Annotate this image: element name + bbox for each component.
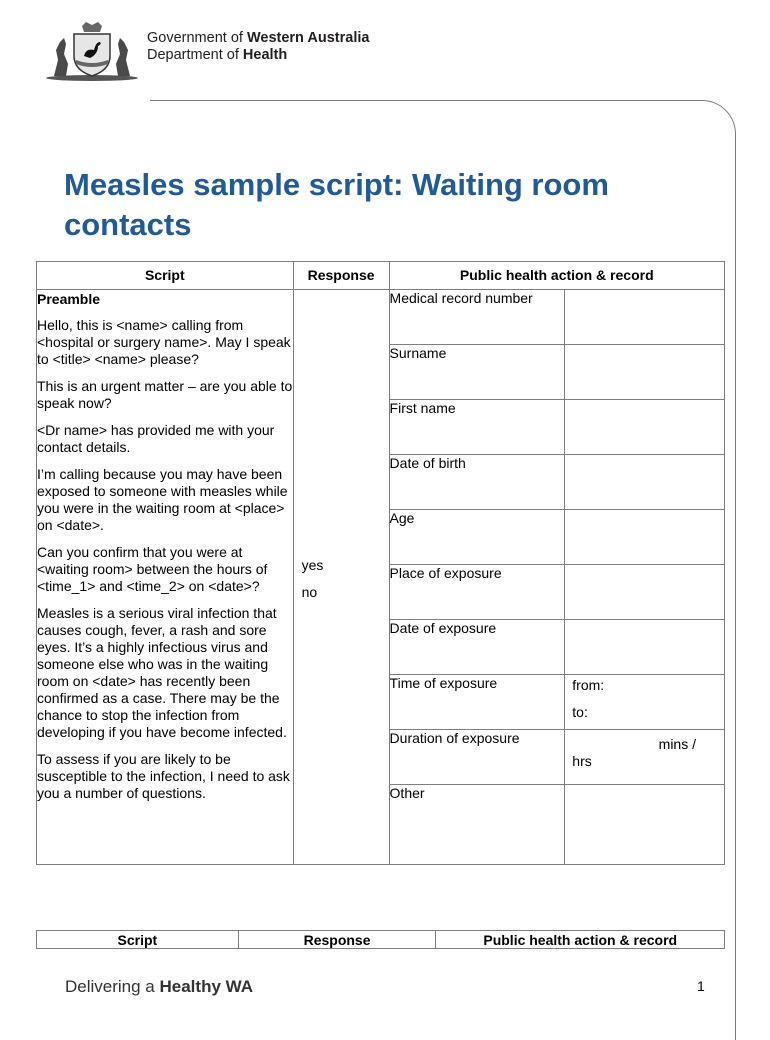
table-row — [37, 290, 725, 345]
field-label-date-of-exposure: Date of exposure — [389, 620, 565, 675]
field-label-time-of-exposure: Time of exposure — [389, 675, 565, 730]
field-label-other: Other — [389, 785, 565, 865]
script-paragraph: Hello, this is <name> calling from <hospital or surgery name>. May I speak to <title> <name> please? — [37, 317, 291, 367]
field-label-first-name: First name — [389, 400, 565, 455]
field-label-date-of-birth: Date of birth — [389, 455, 565, 510]
column-header-action: Public health action & record — [436, 931, 725, 949]
field-value-time-of-exposure[interactable] — [565, 675, 725, 730]
field-value-date-of-exposure[interactable] — [565, 620, 725, 675]
field-label-duration-of-exposure: Duration of exposure — [389, 730, 565, 785]
script-paragraph: This is an urgent matter – are you able to speak now? — [37, 378, 293, 411]
script-text-cell — [37, 290, 294, 865]
duration-mins-label: mins / — [658, 736, 696, 752]
script-paragraph: <Dr name> has provided me with your contact details. — [37, 422, 275, 455]
field-value-other[interactable] — [565, 785, 725, 865]
duration-hrs-label: hrs — [572, 753, 592, 769]
column-header-response: Response — [238, 931, 436, 949]
field-value-medical-record-number[interactable] — [565, 290, 725, 345]
field-value-surname[interactable] — [565, 345, 725, 400]
response-cell — [293, 290, 389, 865]
field-label-medical-record-number: Medical record number — [389, 290, 565, 345]
field-value-date-of-birth[interactable] — [565, 455, 725, 510]
page-title: Measles sample script: Waiting room contacts — [64, 167, 609, 242]
field-label-age: Age — [389, 510, 565, 565]
script-table — [36, 261, 725, 865]
script-paragraph: Can you confirm that you were at <waiting room> between the hours of <time_1> and <time_2> on <date>? — [37, 544, 268, 594]
column-header-action: Public health action & record — [389, 262, 724, 290]
wa-government-crest-logo — [44, 20, 140, 82]
field-value-place-of-exposure[interactable] — [565, 565, 725, 620]
script-paragraph: I’m calling because you may have been exposed to someone with measles while you were in the waiting room at <place> on <date>. — [37, 466, 288, 533]
continuation-table-header — [36, 930, 725, 949]
government-heading — [147, 30, 369, 64]
column-header-script: Script — [37, 931, 239, 949]
field-value-first-name[interactable] — [565, 400, 725, 455]
preamble-heading: Preamble — [37, 291, 101, 307]
page-number: 1 — [697, 978, 705, 994]
column-header-response: Response — [293, 262, 389, 290]
table-header-row — [37, 262, 725, 290]
government-line: Government of Western Australia — [147, 30, 370, 46]
footer-tagline: Delivering a Healthy WA — [65, 977, 254, 996]
response-option-yes[interactable]: yes — [301, 557, 324, 573]
time-to-label: to: — [572, 704, 588, 720]
time-from-label: from: — [572, 677, 605, 693]
field-label-surname: Surname — [389, 345, 565, 400]
response-option-no[interactable]: no — [301, 584, 318, 600]
column-header-script: Script — [37, 262, 294, 290]
field-label-place-of-exposure: Place of exposure — [389, 565, 565, 620]
department-line: Department of Health — [147, 47, 288, 63]
script-paragraph: To assess if you are likely to be susceptible to the infection, I need to ask you a number of questions. — [37, 751, 290, 801]
script-paragraph: Measles is a serious viral infection that causes cough, fever, a rash and sore eyes. It’s a highly infectious virus and someone else who was in the waiting room on <date> has recently been confirmed as a case. There may be the chance to stop the infection from developing if you have become infected. — [37, 605, 287, 740]
table-header-row — [37, 931, 725, 949]
field-value-age[interactable] — [565, 510, 725, 565]
field-value-duration-of-exposure[interactable] — [565, 730, 725, 785]
